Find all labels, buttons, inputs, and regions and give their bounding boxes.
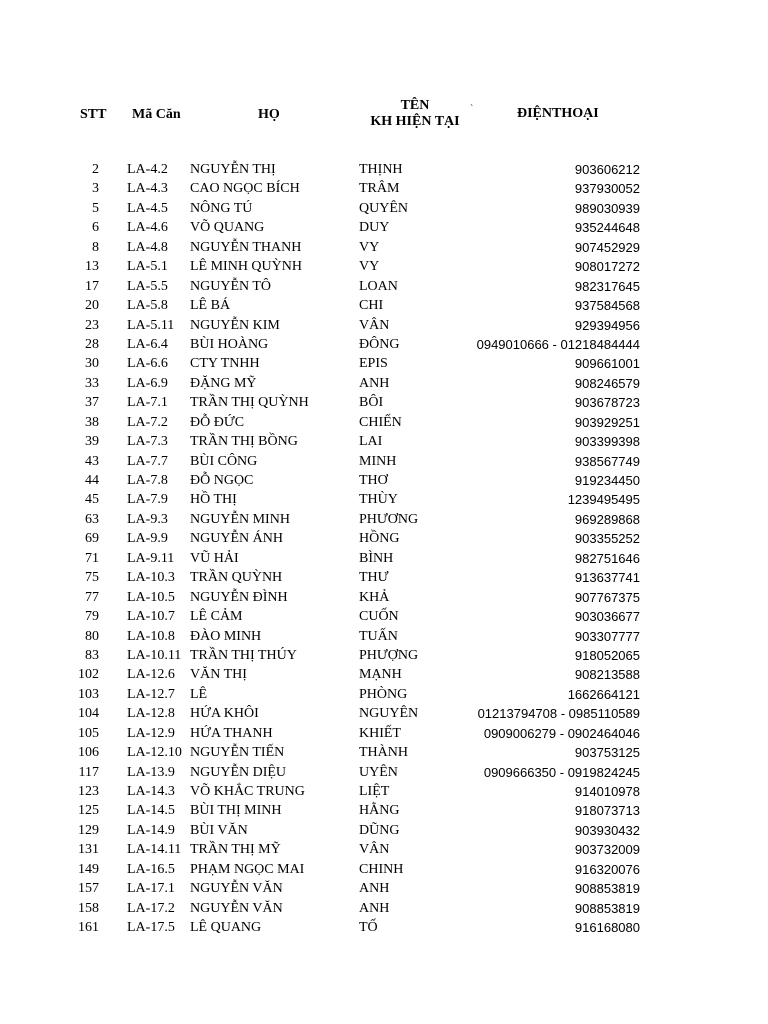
table-row <box>0 743 768 762</box>
cell-ho: CAO NGỌC BÍCH <box>190 181 300 197</box>
cell-dien-thoai: 903678723 <box>574 395 640 411</box>
cell-dien-thoai: 1239495495 <box>567 492 640 508</box>
cell-dien-thoai: 903753125 <box>574 745 640 761</box>
cell-dien-thoai: 01213794708 - 0985110589 <box>477 706 640 722</box>
cell-ma-can: LA-10.3 <box>127 570 175 586</box>
header-tick-mark: ` <box>470 104 474 115</box>
table-row <box>0 471 768 490</box>
table-row <box>0 413 768 432</box>
cell-stt: 28 <box>85 336 99 352</box>
cell-dien-thoai: 0949010666 - 01218484444 <box>476 336 640 352</box>
table-row <box>0 801 768 820</box>
table-row <box>0 918 768 937</box>
cell-dien-thoai: 908017272 <box>574 259 640 275</box>
cell-ho: BÙI HOÀNG <box>190 336 269 352</box>
cell-dien-thoai: 907452929 <box>574 239 640 255</box>
cell-ma-can: LA-12.8 <box>127 706 175 722</box>
cell-ma-can: LA-4.8 <box>127 239 168 255</box>
cell-ten: VY <box>359 259 380 275</box>
cell-ma-can: LA-7.2 <box>127 414 168 430</box>
cell-ten: PHƯƠNG <box>359 511 419 527</box>
cell-ma-can: LA-6.4 <box>127 336 168 352</box>
table-row <box>0 238 768 257</box>
cell-ten: KHIẾT <box>359 725 401 741</box>
cell-ho: TRẦN THỊ QUỲNH <box>190 395 309 411</box>
table-row <box>0 627 768 646</box>
table-body <box>0 160 768 938</box>
cell-ten: THƠ <box>359 473 388 488</box>
header-dien-thoai: ĐIỆNTHOẠI <box>517 106 599 121</box>
cell-ho: LÊ CẢM <box>190 609 243 625</box>
cell-stt: 23 <box>85 317 99 333</box>
cell-ten: HẰNG <box>359 803 400 819</box>
table-row <box>0 685 768 704</box>
cell-ten: BÔI <box>359 395 384 411</box>
table-row <box>0 665 768 684</box>
cell-ma-can: LA-12.10 <box>127 745 182 761</box>
cell-stt: 123 <box>78 784 99 799</box>
table-row <box>0 588 768 607</box>
cell-stt: 33 <box>85 375 99 391</box>
cell-stt: 3 <box>92 181 99 197</box>
cell-ten: THƯ <box>359 570 389 586</box>
cell-ho: PHẠM NGỌC MAI <box>190 861 305 877</box>
cell-ma-can: LA-14.3 <box>127 784 175 799</box>
cell-dien-thoai: 916168080 <box>574 920 640 936</box>
cell-ho: VĂN THỊ <box>190 667 247 683</box>
table-row <box>0 160 768 179</box>
cell-ho: HỨA THANH <box>190 725 273 741</box>
cell-ho: NGUYỄN MINH <box>190 511 290 527</box>
cell-ho: NGUYỄN ÁNH <box>190 531 283 547</box>
cell-stt: 131 <box>78 842 99 858</box>
cell-ma-can: LA-17.1 <box>127 881 175 897</box>
cell-dien-thoai: 903929251 <box>574 414 640 430</box>
cell-ma-can: LA-6.6 <box>127 356 168 372</box>
cell-stt: 79 <box>85 609 99 625</box>
cell-dien-thoai: 919234450 <box>574 473 640 488</box>
cell-stt: 77 <box>85 589 99 605</box>
cell-ma-can: LA-7.8 <box>127 473 168 488</box>
cell-ho: NGUYỄN TÔ <box>190 278 272 294</box>
table-row <box>0 879 768 898</box>
cell-ho: NÔNG TÚ <box>190 200 253 216</box>
table-row <box>0 374 768 393</box>
cell-dien-thoai: 909661001 <box>574 356 640 372</box>
cell-dien-thoai: 903307777 <box>574 628 640 644</box>
cell-ten: EPIS <box>359 356 388 372</box>
cell-ten: DUY <box>359 220 390 236</box>
cell-stt: 8 <box>92 239 99 255</box>
cell-stt: 13 <box>85 259 99 275</box>
cell-stt: 117 <box>78 764 99 780</box>
cell-ten: ANH <box>359 881 390 897</box>
table-row <box>0 354 768 373</box>
cell-ten: TRÂM <box>359 181 400 197</box>
cell-ho: BÙI VĂN <box>190 822 248 838</box>
cell-ho: NGUYỄN THANH <box>190 239 302 255</box>
cell-ma-can: LA-17.2 <box>127 900 175 916</box>
table-row <box>0 257 768 276</box>
cell-ma-can: LA-5.5 <box>127 278 168 294</box>
header-ho: HỌ <box>258 107 280 122</box>
cell-ho: ĐỖ ĐỨC <box>190 414 245 430</box>
table-row <box>0 432 768 451</box>
cell-ho: BÙI THỊ MINH <box>190 803 282 819</box>
cell-stt: 71 <box>85 550 99 566</box>
cell-stt: 37 <box>85 395 99 411</box>
cell-ho: VÕ QUANG <box>190 220 265 236</box>
table-row <box>0 549 768 568</box>
cell-ten: THÙY <box>359 492 398 508</box>
cell-ma-can: LA-12.7 <box>127 686 175 702</box>
cell-ma-can: LA-4.2 <box>127 162 168 177</box>
cell-ho: TRẦN QUỲNH <box>190 570 283 586</box>
cell-ten: CHI <box>359 298 384 314</box>
cell-ten: THỊNH <box>359 162 403 177</box>
cell-ho: NGUYỄN DIỆU <box>190 764 287 780</box>
cell-ho: ĐỖ NGỌC <box>190 473 254 488</box>
cell-stt: 158 <box>78 900 99 916</box>
cell-stt: 157 <box>78 881 99 897</box>
table-row <box>0 510 768 529</box>
cell-stt: 125 <box>78 803 99 819</box>
cell-dien-thoai: 918073713 <box>574 803 640 819</box>
table-row <box>0 296 768 315</box>
cell-dien-thoai: 916320076 <box>574 861 640 877</box>
cell-stt: 20 <box>85 298 99 314</box>
cell-ho: TRẦN THỊ BỒNG <box>190 434 298 450</box>
cell-ten: VÂN <box>359 842 390 858</box>
table-row <box>0 899 768 918</box>
cell-ma-can: LA-10.8 <box>127 628 175 644</box>
cell-ma-can: LA-6.9 <box>127 375 168 391</box>
cell-ho: HỨA KHÔI <box>190 706 259 722</box>
cell-ho: LÊ QUANG <box>190 920 262 936</box>
cell-dien-thoai: 982751646 <box>574 550 640 566</box>
cell-ten: TỐ <box>359 920 378 936</box>
cell-ho: TRẦN THỊ THÚY <box>190 647 297 663</box>
cell-dien-thoai: 0909006279 - 0902464046 <box>483 725 640 741</box>
cell-ten: NGUYÊN <box>359 706 419 722</box>
cell-stt: 80 <box>85 628 99 644</box>
cell-ten: LOAN <box>359 278 398 294</box>
cell-dien-thoai: 908213588 <box>574 667 640 683</box>
cell-ten: PHƯỢNG <box>359 647 419 663</box>
cell-dien-thoai: 903399398 <box>574 434 640 450</box>
table-row <box>0 646 768 665</box>
cell-dien-thoai: 903930432 <box>574 822 640 838</box>
header-ten-line2: KH HIỆN TẠI <box>370 114 460 129</box>
header-ten <box>355 98 475 130</box>
cell-ma-can: LA-5.8 <box>127 298 168 314</box>
cell-stt: 106 <box>78 745 99 761</box>
cell-ten: MINH <box>359 453 397 469</box>
cell-dien-thoai: 907767375 <box>574 589 640 605</box>
header-ma-can: Mã Căn <box>132 107 181 122</box>
cell-stt: 102 <box>78 667 99 683</box>
table-row <box>0 724 768 743</box>
cell-ma-can: LA-4.6 <box>127 220 168 236</box>
table-row <box>0 782 768 801</box>
cell-ma-can: LA-7.3 <box>127 434 168 450</box>
table-row <box>0 704 768 723</box>
cell-stt: 149 <box>78 861 99 877</box>
cell-stt: 5 <box>92 200 99 216</box>
cell-ma-can: LA-10.7 <box>127 609 175 625</box>
cell-ma-can: LA-9.11 <box>127 550 175 566</box>
cell-dien-thoai: 908853819 <box>574 900 640 916</box>
cell-stt: 103 <box>78 686 99 702</box>
cell-dien-thoai: 937584568 <box>574 298 640 314</box>
cell-dien-thoai: 969289868 <box>574 511 640 527</box>
cell-stt: 75 <box>85 570 99 586</box>
cell-ho: NGUYỄN KIM <box>190 317 280 333</box>
cell-ten: CHIẾN <box>359 414 402 430</box>
cell-dien-thoai: 938567749 <box>574 453 640 469</box>
cell-ten: THÀNH <box>359 745 408 761</box>
cell-ma-can: LA-10.5 <box>127 589 175 605</box>
cell-dien-thoai: 989030939 <box>574 200 640 216</box>
cell-ten: VY <box>359 239 380 255</box>
cell-stt: 83 <box>85 647 99 663</box>
cell-dien-thoai: 982317645 <box>574 278 640 294</box>
table-row <box>0 763 768 782</box>
cell-ten: TUẤN <box>359 628 398 644</box>
cell-ten: UYÊN <box>359 764 398 780</box>
cell-dien-thoai: 1662664121 <box>567 686 640 702</box>
cell-ho: VŨ HẢI <box>190 550 239 566</box>
table-row <box>0 568 768 587</box>
table-row <box>0 821 768 840</box>
cell-ho: NGUYỄN THỊ <box>190 162 276 177</box>
cell-ho: NGUYỄN TIẾN <box>190 745 285 761</box>
cell-dien-thoai: 903606212 <box>574 162 640 177</box>
table-row <box>0 607 768 626</box>
cell-ten: DŨNG <box>359 822 400 838</box>
table-row <box>0 179 768 198</box>
cell-dien-thoai: 918052065 <box>574 647 640 663</box>
cell-stt: 69 <box>85 531 99 547</box>
cell-ma-can: LA-14.5 <box>127 803 175 819</box>
cell-ten: BÌNH <box>359 550 394 566</box>
table-row <box>0 840 768 859</box>
cell-stt: 104 <box>78 706 99 722</box>
cell-ten: KHẢ <box>359 589 390 605</box>
cell-ho: ĐÀO MINH <box>190 628 262 644</box>
cell-dien-thoai: 929394956 <box>574 317 640 333</box>
cell-ma-can: LA-7.1 <box>127 395 168 411</box>
cell-ten: ĐÔNG <box>359 336 400 352</box>
cell-stt: 17 <box>85 278 99 294</box>
cell-ho: VÕ KHẮC TRUNG <box>190 784 305 799</box>
cell-ho: LÊ BÁ <box>190 298 231 314</box>
cell-ma-can: LA-9.9 <box>127 531 168 547</box>
cell-ten: QUYÊN <box>359 200 408 216</box>
cell-stt: 38 <box>85 414 99 430</box>
table-row <box>0 860 768 879</box>
cell-ten: HỒNG <box>359 531 400 547</box>
cell-ma-can: LA-4.5 <box>127 200 168 216</box>
cell-ten: LIỆT <box>359 784 390 799</box>
cell-ten: MẠNH <box>359 667 402 683</box>
cell-dien-thoai: 908246579 <box>574 375 640 391</box>
cell-ma-can: LA-14.11 <box>127 842 182 858</box>
table-row <box>0 490 768 509</box>
table-row <box>0 335 768 354</box>
cell-ho: HỒ THỊ <box>190 492 237 508</box>
cell-stt: 43 <box>85 453 99 469</box>
cell-ho: ĐẶNG MỸ <box>190 375 257 391</box>
cell-stt: 6 <box>92 220 99 236</box>
cell-dien-thoai: 903355252 <box>574 531 640 547</box>
cell-ho: BÙI CÔNG <box>190 453 258 469</box>
cell-ho: LÊ MINH QUỲNH <box>190 259 302 275</box>
cell-ten: ANH <box>359 900 390 916</box>
cell-dien-thoai: 937930052 <box>574 181 640 197</box>
cell-ma-can: LA-12.9 <box>127 725 175 741</box>
cell-ho: TRẦN THỊ MỸ <box>190 842 281 858</box>
cell-ma-can: LA-4.3 <box>127 181 168 197</box>
table-row <box>0 452 768 471</box>
table-row <box>0 316 768 335</box>
cell-ma-can: LA-9.3 <box>127 511 168 527</box>
cell-stt: 161 <box>78 920 99 936</box>
cell-ma-can: LA-16.5 <box>127 861 175 877</box>
cell-dien-thoai: 903036677 <box>574 609 640 625</box>
cell-ten: LAI <box>359 434 383 450</box>
cell-ten: CUỐN <box>359 609 399 625</box>
cell-ho: NGUYỄN VĂN <box>190 881 283 897</box>
cell-ten: ANH <box>359 375 390 391</box>
cell-ho: CTY TNHH <box>190 356 260 372</box>
cell-stt: 129 <box>78 822 99 838</box>
cell-ten: CHINH <box>359 861 404 877</box>
cell-ma-can: LA-10.11 <box>127 647 182 663</box>
cell-stt: 44 <box>85 473 99 488</box>
header-ten-line1: TÊN <box>400 98 430 113</box>
cell-ma-can: LA-12.6 <box>127 667 175 683</box>
table-row <box>0 529 768 548</box>
cell-ma-can: LA-5.1 <box>127 259 168 275</box>
cell-stt: 30 <box>85 356 99 372</box>
cell-stt: 105 <box>78 725 99 741</box>
cell-ho: LÊ <box>190 686 208 702</box>
cell-stt: 39 <box>85 434 99 450</box>
cell-ma-can: LA-5.11 <box>127 317 175 333</box>
cell-dien-thoai: 0909666350 - 0919824245 <box>483 764 640 780</box>
cell-stt: 63 <box>85 511 99 527</box>
cell-dien-thoai: 935244648 <box>574 220 640 236</box>
cell-stt: 45 <box>85 492 99 508</box>
cell-ma-can: LA-17.5 <box>127 920 175 936</box>
cell-ten: PHÒNG <box>359 686 408 702</box>
cell-ma-can: LA-14.9 <box>127 822 175 838</box>
header-stt: STT <box>80 107 107 122</box>
cell-dien-thoai: 908853819 <box>574 881 640 897</box>
table-row <box>0 393 768 412</box>
cell-ten: VÂN <box>359 317 390 333</box>
cell-ho: NGUYỄN ĐÌNH <box>190 589 288 605</box>
cell-ho: NGUYỄN VĂN <box>190 900 283 916</box>
cell-ma-can: LA-7.9 <box>127 492 168 508</box>
cell-dien-thoai: 913637741 <box>574 570 640 586</box>
table-row <box>0 218 768 237</box>
cell-dien-thoai: 914010978 <box>574 784 640 799</box>
cell-dien-thoai: 903732009 <box>574 842 640 858</box>
cell-stt: 2 <box>92 162 99 177</box>
cell-ma-can: LA-7.7 <box>127 453 168 469</box>
table-row <box>0 199 768 218</box>
table-row <box>0 277 768 296</box>
cell-ma-can: LA-13.9 <box>127 764 175 780</box>
